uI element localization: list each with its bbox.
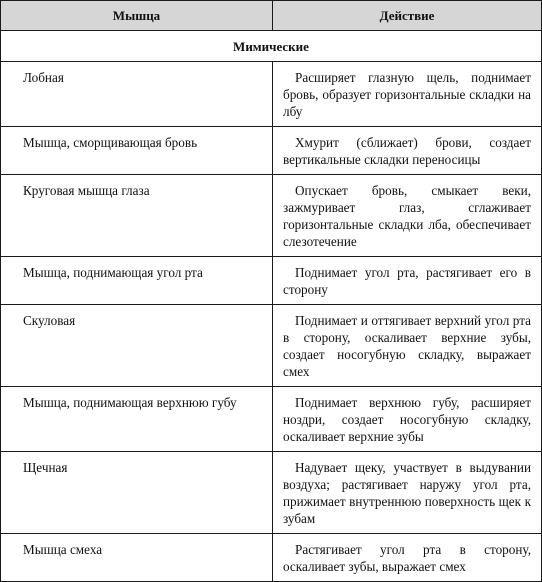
table-row <box>1 387 542 452</box>
muscle-cell: Круговая мышца глаза <box>1 175 273 257</box>
action-cell <box>273 452 542 534</box>
action-text: Опускает бровь, смыкает веки, зажмуривает глаз, сглаживает горизонтальные складки лба, обеспечивает слезотечение <box>283 183 531 249</box>
section-row <box>1 31 542 62</box>
table-header-row <box>1 1 542 31</box>
table-row <box>1 127 542 175</box>
action-text: Хмурит (сближает) брови, создает вертикальные складки переносицы <box>283 135 531 167</box>
muscle-cell: Щечная <box>1 452 273 534</box>
table-row <box>1 62 542 127</box>
muscle-cell: Мышца смеха <box>1 534 273 582</box>
table-row <box>1 534 542 582</box>
muscle-cell: Скуловая <box>1 305 273 387</box>
action-cell <box>273 257 542 305</box>
action-cell <box>273 62 542 127</box>
muscle-cell: Мышца, поднимающая верхнюю губу <box>1 387 273 452</box>
action-cell <box>273 534 542 582</box>
action-text: Надувает щеку, участвует в выдувании воздуха; растягивает наружу угол рта, прижимает внутреннюю поверхность щек к зубам <box>283 460 531 526</box>
muscle-cell: Мышца, поднимающая угол рта <box>1 257 273 305</box>
table-row <box>1 175 542 257</box>
action-text: Расширяет глазную щель, поднимает бровь, образует горизонтальные складки на лбу <box>283 70 531 119</box>
table-row <box>1 452 542 534</box>
table-row <box>1 257 542 305</box>
table-row <box>1 305 542 387</box>
column-header-action: Действие <box>273 1 542 31</box>
action-cell <box>273 387 542 452</box>
column-header-muscle: Мышца <box>1 1 273 31</box>
action-text: Поднимает угол рта, растягивает его в сторону <box>283 265 531 297</box>
action-cell <box>273 175 542 257</box>
action-text: Поднимает и оттягивает верхний угол рта в сторону, оскаливает верхние зубы, создает носогубную складку, выражает смех <box>283 313 531 379</box>
action-text: Поднимает верхнюю губу, расширяет ноздри, создает носогубную складку, оскаливает верхние зубы <box>283 395 531 444</box>
action-cell <box>273 305 542 387</box>
section-title: Мимические <box>1 31 542 62</box>
action-cell <box>273 127 542 175</box>
muscle-cell: Мышца, сморщивающая бровь <box>1 127 273 175</box>
muscle-cell: Лобная <box>1 62 273 127</box>
action-text: Растягивает угол рта в сторону, оскаливает зубы, выражает смех <box>283 542 531 574</box>
